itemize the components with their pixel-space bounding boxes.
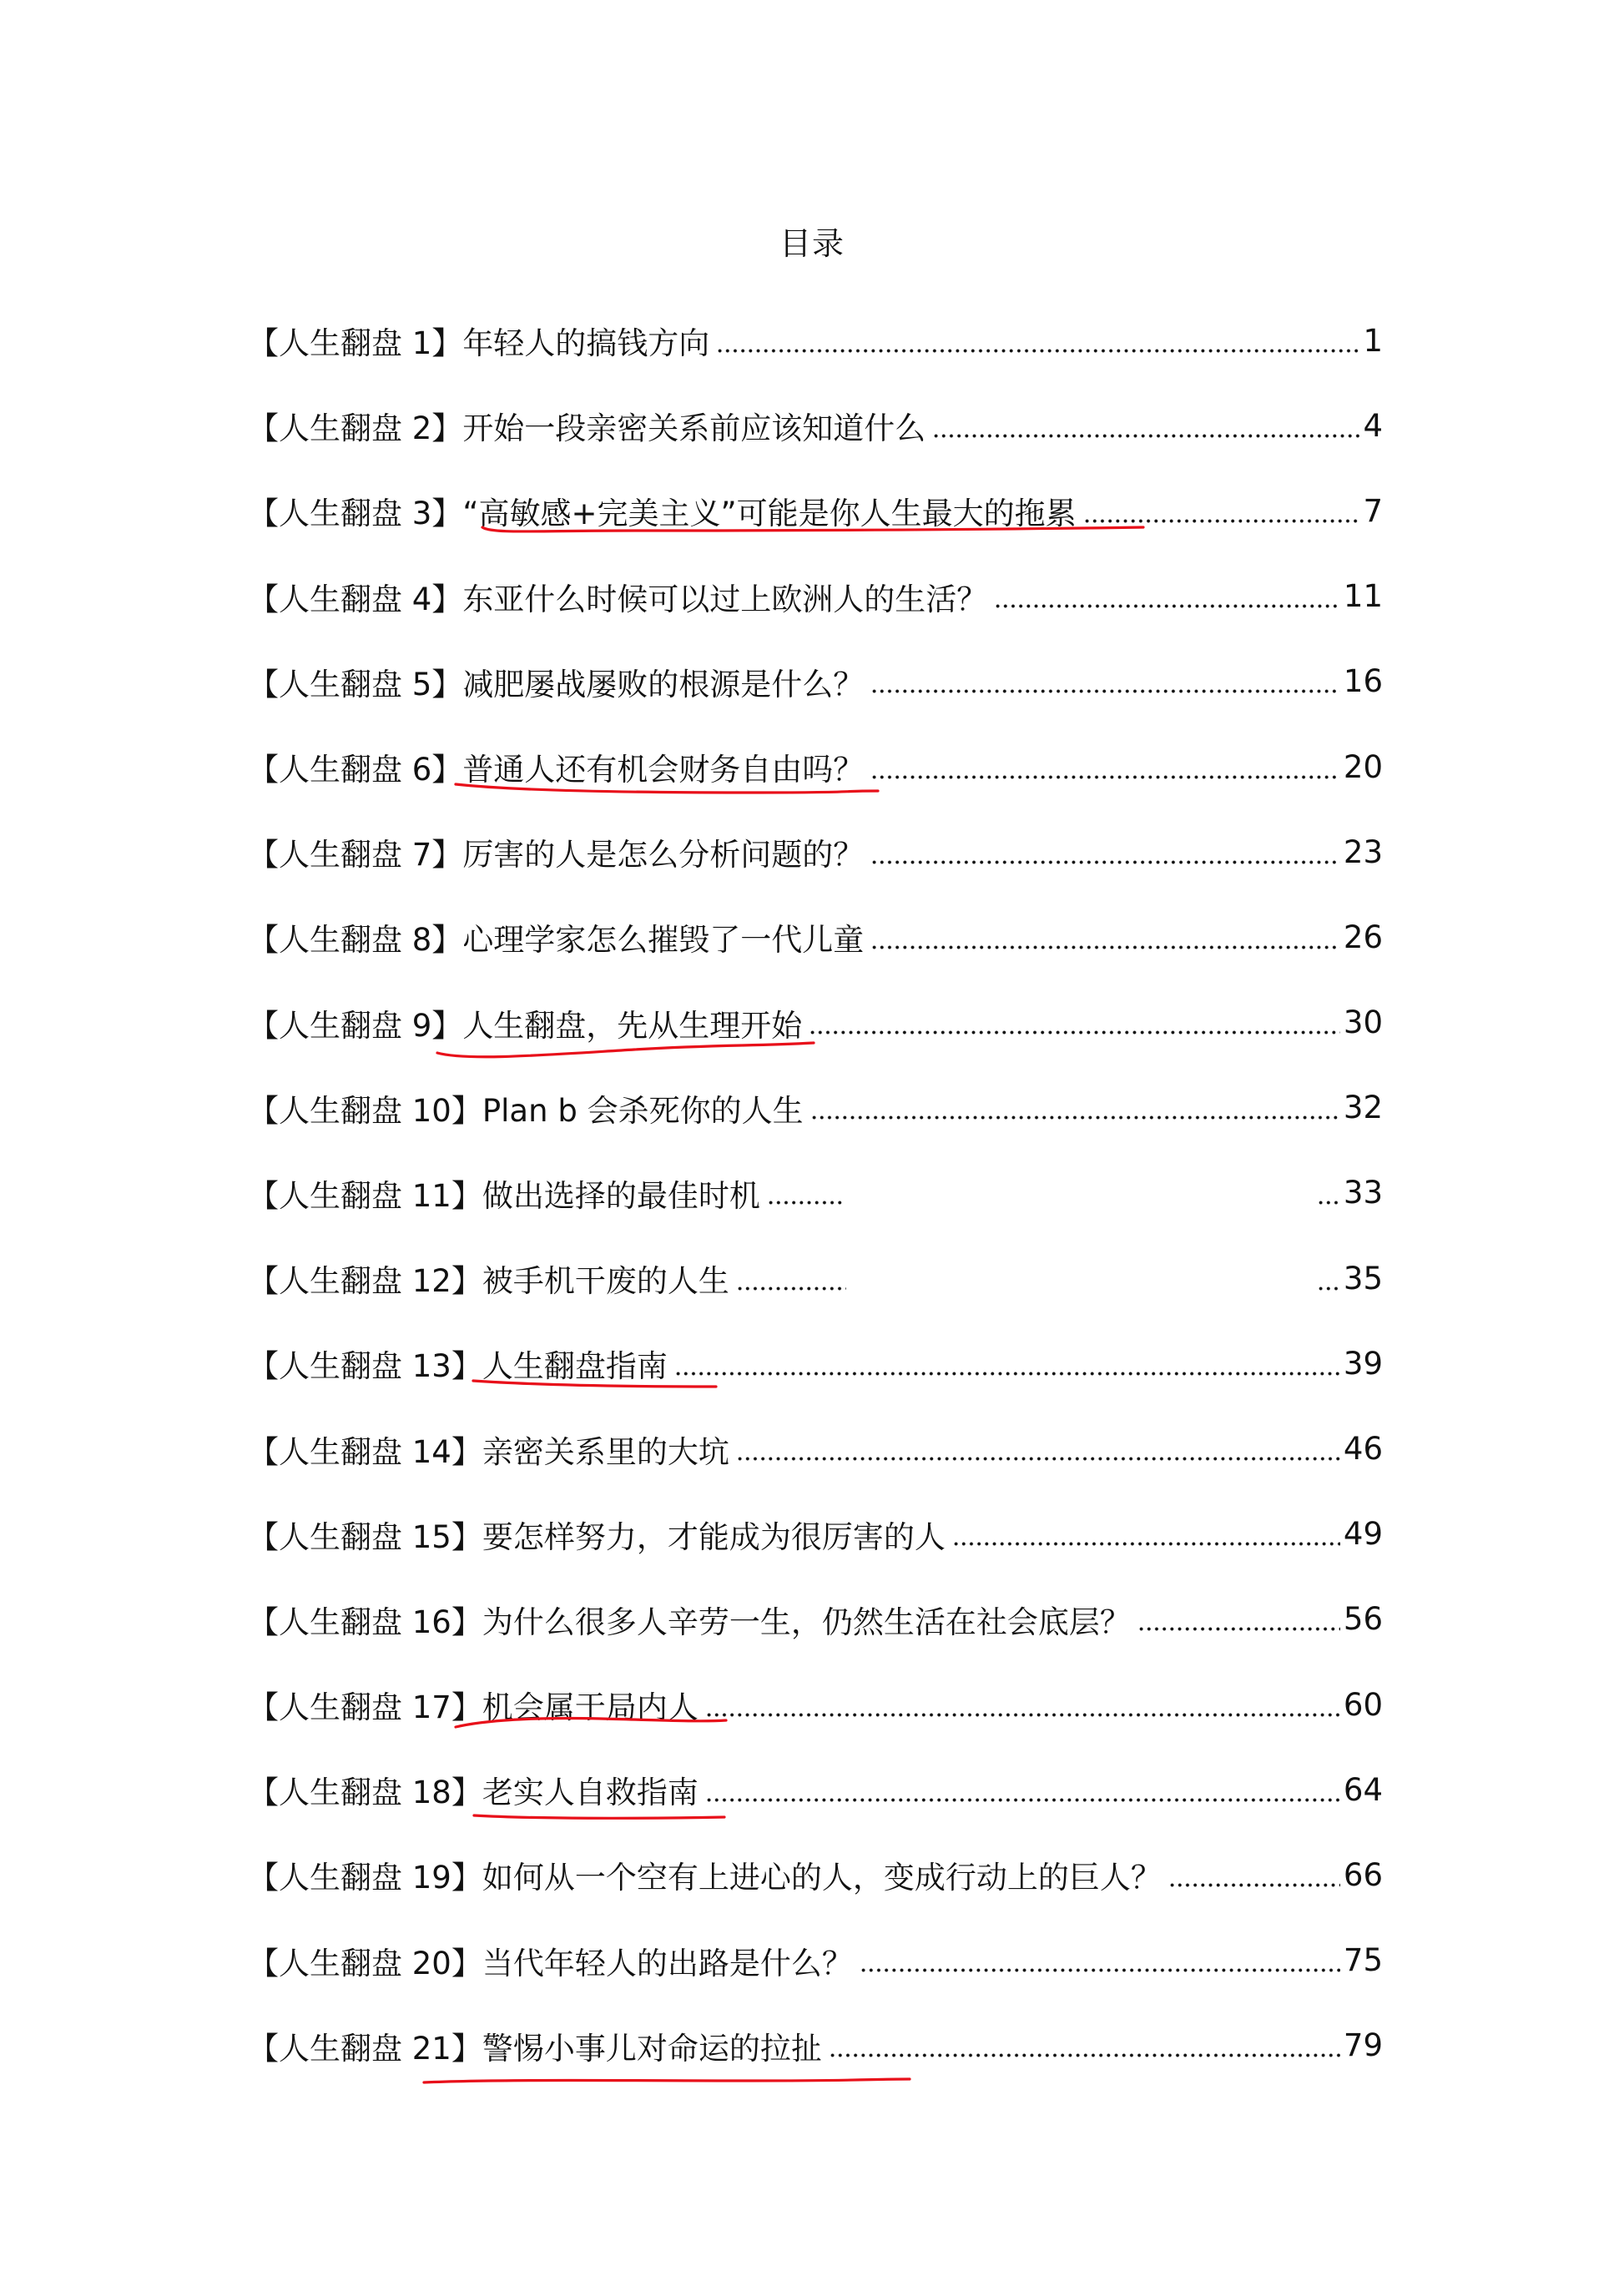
toc-entry[interactable] [248, 1065, 1383, 1151]
toc-entry-prefix: 【人生翻盘 6】 [248, 752, 463, 788]
toc-entry-prefix: 【人生翻盘 16】 [248, 1604, 482, 1640]
toc-entry-page-number: 60 [1343, 1686, 1383, 1723]
toc-entry-page-number: 23 [1343, 833, 1383, 870]
toc-entry-page-number: 35 [1343, 1260, 1383, 1297]
page-title: 目录 [779, 225, 845, 262]
dot-leader [1317, 1199, 1342, 1207]
dot-leader [1083, 516, 1360, 525]
toc-entry-title: 人生翻盘，先从生理开始 [462, 1007, 803, 1044]
toc-entry[interactable] [248, 1321, 1383, 1406]
toc-entry-page-number: 49 [1343, 1516, 1383, 1553]
dot-leader [932, 431, 1359, 440]
toc-entry-prefix: 【人生翻盘 20】 [248, 1945, 482, 1981]
toc-entry-prefix: 【人生翻盘 12】 [248, 1263, 482, 1300]
toc-entry[interactable] [248, 1918, 1383, 2003]
toc-entry-title: 当代年轻人的出路是什么？ [482, 1945, 853, 1981]
toc-entry-title: 东亚什么时候可以过上欧洲人的生活？ [462, 581, 988, 617]
toc-entry[interactable] [248, 1832, 1383, 1917]
toc-entry-title: 开始一段亲密关系前应该知道什么 [462, 410, 926, 447]
toc-entry-title: 厉害的人是怎么分析问题的？ [462, 837, 865, 874]
toc-entry-page-number: 79 [1343, 2027, 1383, 2064]
toc-entry[interactable] [248, 1662, 1383, 1747]
toc-entry[interactable] [248, 554, 1383, 639]
toc-entry-prefix: 【人生翻盘 19】 [248, 1860, 482, 1896]
dot-leader [809, 1029, 1340, 1037]
toc-entry-page-number: 16 [1343, 663, 1383, 700]
dot-leader [1168, 1881, 1340, 1889]
toc-entry-prefix: 【人生翻盘 9】 [248, 1007, 463, 1044]
dot-leader [1137, 1625, 1340, 1634]
toc-entry[interactable] [248, 1236, 1383, 1321]
toc-entry-prefix: 【人生翻盘 14】 [248, 1433, 482, 1470]
toc-entry-page-number: 75 [1343, 1942, 1383, 1979]
toc-entry[interactable] [248, 468, 1383, 553]
dot-leader [870, 943, 1340, 951]
toc-entry-prefix: 【人生翻盘 13】 [248, 1348, 482, 1385]
table-of-contents [248, 298, 1383, 2088]
toc-entry-prefix: 【人生翻盘 1】 [248, 325, 463, 362]
toc-entry-title: 减肥屡战屡败的根源是什么？ [462, 666, 865, 702]
toc-entry-page-number: 11 [1343, 578, 1383, 615]
toc-entry-page-number: 33 [1343, 1175, 1383, 1211]
dot-leader [860, 1966, 1340, 1975]
toc-entry-title: 警惕小事儿对命运的拉扯 [482, 2030, 822, 2067]
toc-entry[interactable] [248, 639, 1383, 724]
dot-leader [705, 1795, 1340, 1804]
toc-entry-title: 人生翻盘指南 [482, 1348, 668, 1385]
toc-entry-page-number: 20 [1343, 748, 1383, 785]
dot-leader [810, 1114, 1340, 1122]
toc-entry[interactable] [248, 298, 1383, 383]
toc-entry-page-number: 26 [1343, 919, 1383, 955]
toc-entry-title: 心理学家怎么摧毁了一代儿童 [462, 922, 865, 959]
toc-entry-prefix: 【人生翻盘 21】 [248, 2030, 482, 2067]
toc-entry-title: Plan b 会杀死你的人生 [482, 1092, 804, 1129]
toc-entry-title: 被手机干废的人生 [482, 1263, 729, 1300]
toc-entry-page-number: 46 [1343, 1431, 1383, 1468]
toc-entry-prefix: 【人生翻盘 18】 [248, 1775, 482, 1811]
dot-leader [952, 1540, 1340, 1548]
dot-leader [870, 687, 1340, 696]
dot-leader [767, 1199, 844, 1207]
dot-leader [994, 602, 1340, 611]
toc-entry-page-number: 56 [1343, 1601, 1383, 1638]
toc-entry[interactable] [248, 1577, 1383, 1662]
toc-entry-page-number: 32 [1343, 1090, 1383, 1126]
toc-entry-title: 机会属于局内人 [482, 1689, 699, 1726]
dot-leader [829, 2052, 1340, 2060]
toc-entry-page-number: 64 [1343, 1771, 1383, 1808]
toc-entry-page-number: 30 [1343, 1004, 1383, 1041]
toc-entry-page-number: 39 [1343, 1345, 1383, 1382]
toc-entry[interactable] [248, 809, 1383, 894]
toc-entry[interactable] [248, 894, 1383, 979]
toc-entry-prefix: 【人生翻盘 7】 [248, 837, 463, 874]
toc-entry-prefix: 【人生翻盘 5】 [248, 666, 463, 702]
toc-entry-page-number: 4 [1363, 407, 1383, 444]
toc-entry[interactable] [248, 1151, 1383, 1236]
toc-entry[interactable] [248, 1492, 1383, 1577]
dot-leader [705, 1710, 1340, 1719]
dot-leader [716, 346, 1359, 355]
dot-leader [1317, 1284, 1342, 1292]
toc-entry[interactable] [248, 980, 1383, 1065]
toc-entry-prefix: 【人生翻盘 17】 [248, 1689, 482, 1726]
toc-entry[interactable] [248, 383, 1383, 468]
toc-entry-title: 为什么很多人辛劳一生，仍然生活在社会底层？ [482, 1604, 1131, 1640]
toc-entry-title: 老实人自救指南 [482, 1775, 699, 1811]
dot-leader [674, 1369, 1340, 1377]
dot-leader [736, 1284, 846, 1292]
toc-entry-prefix: 【人生翻盘 4】 [248, 581, 463, 617]
toc-entry[interactable] [248, 1406, 1383, 1491]
toc-entry-page-number: 66 [1343, 1856, 1383, 1893]
toc-entry-title: 普通人还有机会财务自由吗？ [462, 752, 865, 788]
toc-entry-prefix: 【人生翻盘 8】 [248, 922, 463, 959]
toc-entry-page-number: 7 [1363, 492, 1383, 529]
toc-entry-title: 如何从一个空有上进心的人，变成行动上的巨人？ [482, 1860, 1162, 1896]
toc-entry-prefix: 【人生翻盘 15】 [248, 1518, 482, 1555]
toc-entry-title: 做出选择的最佳时机 [482, 1177, 760, 1214]
toc-entry-title: “高敏感+完美主义”可能是你人生最大的拖累 [462, 496, 1077, 532]
toc-entry-title: 亲密关系里的大坑 [482, 1433, 729, 1470]
toc-entry-prefix: 【人生翻盘 2】 [248, 410, 463, 447]
toc-entry-prefix: 【人生翻盘 10】 [248, 1092, 482, 1129]
dot-leader [870, 858, 1340, 866]
dot-leader [870, 773, 1340, 781]
toc-entry[interactable] [248, 1747, 1383, 1832]
toc-entry-prefix: 【人生翻盘 11】 [248, 1177, 482, 1214]
toc-entry-title: 年轻人的搞钱方向 [462, 325, 710, 362]
toc-entry-title: 要怎样努力，才能成为很厉害的人 [482, 1518, 946, 1555]
toc-entry-page-number: 1 [1363, 322, 1383, 359]
toc-entry[interactable] [248, 2003, 1383, 2088]
toc-entry-prefix: 【人生翻盘 3】 [248, 496, 463, 532]
dot-leader [736, 1455, 1340, 1463]
toc-entry[interactable] [248, 724, 1383, 809]
